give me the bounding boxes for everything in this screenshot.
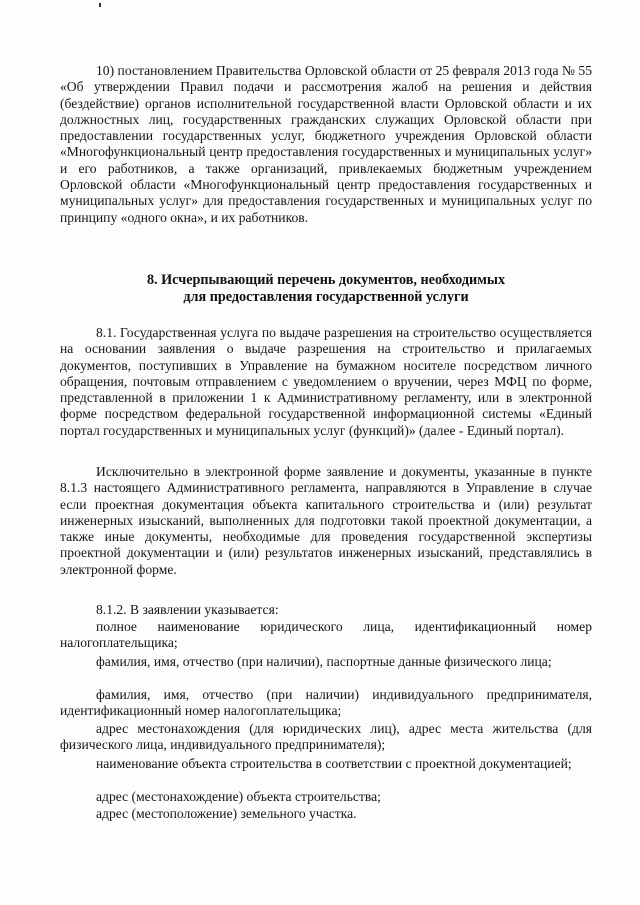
paragraph-item-10: 10) постановлением Правительства Орловской области от 25 февраля 2013 года № 55 «Об утверждении Правил подачи и рассмотрения жалоб на решения и действия (бездействие) органов исполнительной государственной власти Орловской области и их должностных лиц, государственных гражданских служащих Орловской области при предоставлении государственных услуг, бюджетного учреждения Орловской области «Многофункциональный центр предоставления государственных и муниципальных услуг» и его работников, а также организаций, привлекаемых бюджетным учреждением Орловской области «Многофункциональный центр предоставления государственных и муниципальных услуг» для предоставления государственных и муниципальных услуг по принципу «одного окна», и их работников. <box>60 63 592 225</box>
paragraph-8-1-2: 8.1.2. В заявлении указывается: <box>96 602 279 617</box>
scan-speck <box>99 3 101 7</box>
list-item: адрес (местонахождение) объекта строительства; <box>96 789 381 804</box>
paragraph-exclusive-electronic: Исключительно в электронной форме заявление и документы, указанные в пункте 8.1.3 настоящего Административного регламента, направляются в Управление в случае если проектная документация объекта капитального строительства и (или) результат инженерных изысканий, выполненных для подготовки такой проектной документации, а также иные документы, необходимые для проведения государственной экспертизы проектной документации и (или) результатов инженерных изысканий, представлялись в электронной форме. <box>60 464 592 577</box>
paragraph-8-1: 8.1. Государственная услуга по выдаче разрешения на строительство осуществляется на основании заявления о выдаче разрешения на строительство и прилагаемых документов, поступивших в Управление на бумажном носителе посредством личного обращения, почтовым отправлением с уведомлением о вручении, через МФЦ по форме, представленной в приложении 1 к Административному регламенту, или в электронной форме посредством федеральной государственной информационной системы «Единый портал государственных и муниципальных услуг (функций)» (далее - Единый портал). <box>60 325 592 438</box>
list-item: фамилия, имя, отчество (при наличии), паспортные данные физического лица; <box>96 654 552 669</box>
list-item: фамилия, имя, отчество (при наличии) индивидуального предпринимателя, идентификационный номер налогоплательщика; <box>60 687 592 719</box>
list-item: наименование объекта строительства в соответствии с проектной документацией; <box>96 756 572 771</box>
list-item: адрес местонахождения (для юридических лиц), адрес места жительства (для физического лица, индивидуального предпринимателя); <box>60 721 592 753</box>
list-item: полное наименование юридического лица, идентификационный номер налогоплательщика; <box>60 619 592 651</box>
section-heading-line-1: 8. Исчерпывающий перечень документов, необходимых <box>146 272 506 288</box>
section-heading <box>60 272 592 306</box>
list-item: адрес (местоположение) земельного участка. <box>96 806 357 821</box>
section-heading-line-2: для предоставления государственной услуги <box>183 289 469 305</box>
